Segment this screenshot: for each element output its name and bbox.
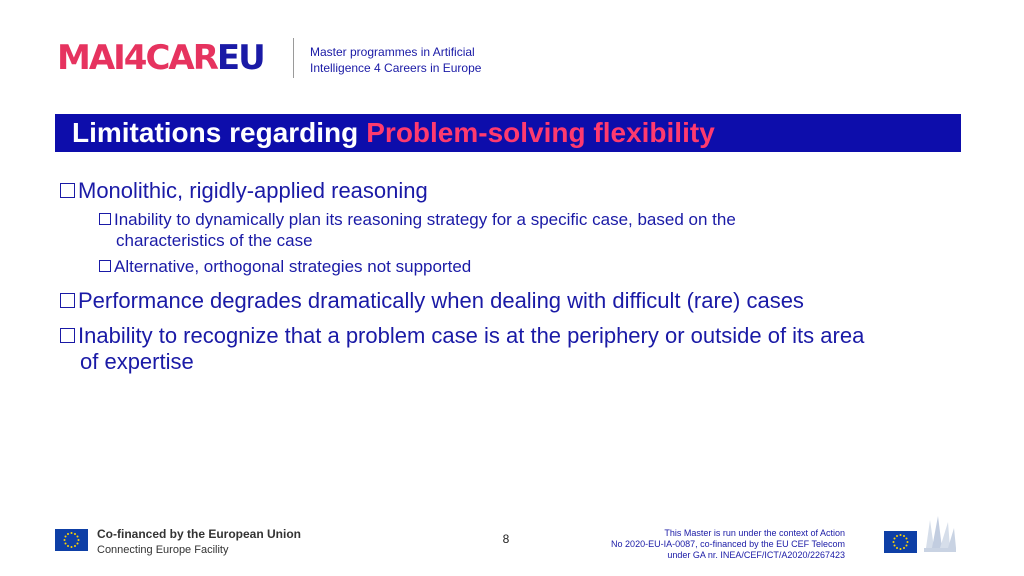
bullet-text-line-1: Inability to recognize that a problem case is at the periphery or outside of its area bbox=[78, 323, 865, 348]
footer-cofinanced-text bbox=[97, 526, 317, 558]
slide-title-main: Limitations regarding bbox=[72, 117, 359, 148]
header-divider bbox=[293, 38, 294, 78]
eu-flag-icon bbox=[55, 529, 88, 551]
footer-cofinanced-line-2: Connecting Europe Facility bbox=[97, 544, 229, 556]
checkbox-bullet-icon bbox=[60, 328, 75, 343]
bullet-text: Performance degrades dramatically when dealing with difficult (rare) cases bbox=[78, 288, 804, 313]
bullet-monolithic-reasoning bbox=[60, 178, 960, 204]
footer-action-text bbox=[600, 528, 845, 561]
subbullet-orthogonal-strategies bbox=[99, 256, 959, 277]
subbullet-text-line-2: characteristics of the case bbox=[116, 231, 313, 250]
slide-title-bar bbox=[55, 114, 961, 152]
header-tagline bbox=[310, 44, 570, 76]
bullet-periphery-recognition bbox=[60, 323, 960, 375]
eu-flag-icon-right bbox=[884, 531, 917, 553]
page-number: 8 bbox=[502, 532, 510, 546]
bullet-performance-degrades bbox=[60, 288, 960, 314]
checkbox-bullet-icon bbox=[99, 213, 111, 225]
tagline-line-2: Intelligence 4 Careers in Europe bbox=[310, 61, 482, 75]
subbullet-text: Alternative, orthogonal strategies not supported bbox=[114, 257, 472, 276]
european-commission-building-icon bbox=[922, 512, 958, 556]
bullet-text-line-2: of expertise bbox=[80, 349, 194, 374]
tagline-line-1: Master programmes in Artificial bbox=[310, 45, 475, 59]
footer-cofinanced-line-1: Co-financed by the European Union bbox=[97, 527, 302, 541]
checkbox-bullet-icon bbox=[60, 183, 75, 198]
footer-action-line-1: This Master is run under the context of Action bbox=[664, 528, 845, 538]
logo-text-eu: EU bbox=[216, 38, 264, 78]
slide-title-accent: Problem-solving flexibility bbox=[366, 117, 715, 148]
logo-text-mai4car: MAI4CAR bbox=[57, 38, 217, 78]
footer-action-line-3: under GA nr. INEA/CEF/ICT/A2020/2267423 bbox=[667, 550, 845, 560]
footer-action-line-2: No 2020-EU-IA-0087, co-financed by the EU CEF Telecom bbox=[611, 539, 845, 549]
checkbox-bullet-icon bbox=[99, 260, 111, 272]
subbullet-dynamic-planning bbox=[99, 209, 959, 251]
mai4careu-logo bbox=[57, 38, 264, 78]
subbullet-text-line-1: Inability to dynamically plan its reasoning strategy for a specific case, based on the bbox=[114, 210, 736, 229]
checkbox-bullet-icon bbox=[60, 293, 75, 308]
bullet-text: Monolithic, rigidly-applied reasoning bbox=[78, 178, 428, 203]
